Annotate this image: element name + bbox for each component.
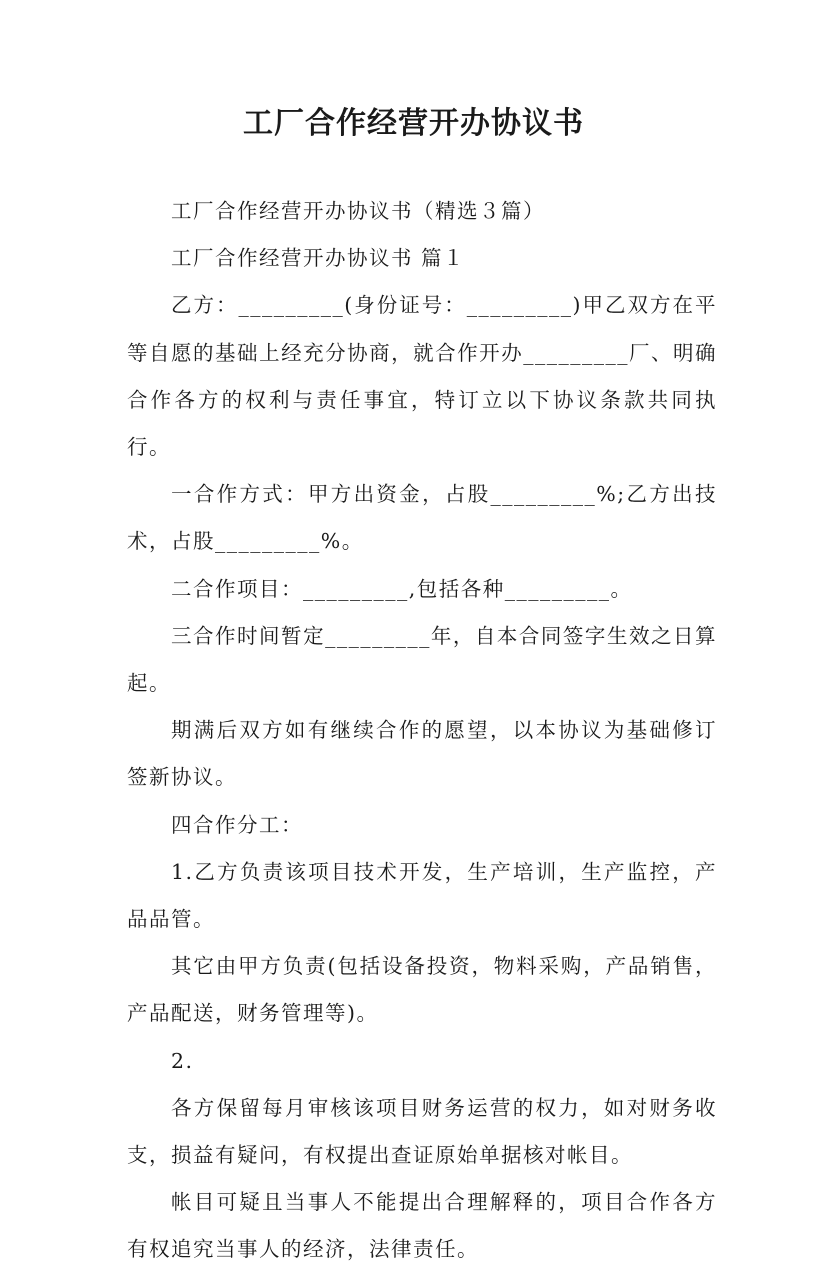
paragraph-clause-4-division-of-work: 四合作分工： bbox=[171, 812, 303, 837]
paragraph-clause-2-cooperation-project: 二合作项目：_________,包括各种_________。 bbox=[171, 576, 633, 601]
paragraph-preamble: 乙方：_________(身份证号：_________)甲乙双方在平等自愿的基础上经充分协商，就合作开办_________厂、明确合作各方的权利与责任事宜，特订立以下协议条款共同执行。 bbox=[127, 293, 717, 460]
paragraph-party-a-duties: 其它由甲方负责(包括设备投资，物料采购，产品销售，产品配送，财务管理等)。 bbox=[127, 954, 717, 1026]
paragraph-clause-1-cooperation-method: 一合作方式：甲方出资金，占股_________%;乙方出技术，占股_________%。 bbox=[127, 482, 717, 554]
paragraph-liability: 帐目可疑且当事人不能提出合理解释的，项目合作各方有权追究当事人的经济，法律责任。 bbox=[127, 1190, 717, 1262]
paragraph-audit-rights: 各方保留每月审核该项目财务运营的权力，如对财务收支，损益有疑问，有权提出查证原始单据核对帐目。 bbox=[127, 1095, 717, 1168]
document-title: 工厂合作经营开办协议书 bbox=[243, 106, 584, 141]
paragraph-clause-3-cooperation-term: 三合作时间暂定_________年，自本合同签字生效之日算起。 bbox=[127, 623, 717, 696]
paragraph-item-2: 2. bbox=[171, 1048, 194, 1073]
paragraph-article-heading: 工厂合作经营开办协议书 篇１ bbox=[171, 246, 466, 271]
paragraph-renewal: 期满后双方如有继续合作的愿望，以本协议为基础修订签新协议。 bbox=[127, 718, 717, 790]
paragraph-collection-title: 工厂合作经营开办协议书（精选３篇） bbox=[171, 199, 545, 223]
document-body bbox=[127, 188, 717, 1274]
paragraph-item-1-party-b-duties: 1.乙方负责该项目技术开发，生产培训，生产监控，产品品管。 bbox=[127, 859, 717, 932]
